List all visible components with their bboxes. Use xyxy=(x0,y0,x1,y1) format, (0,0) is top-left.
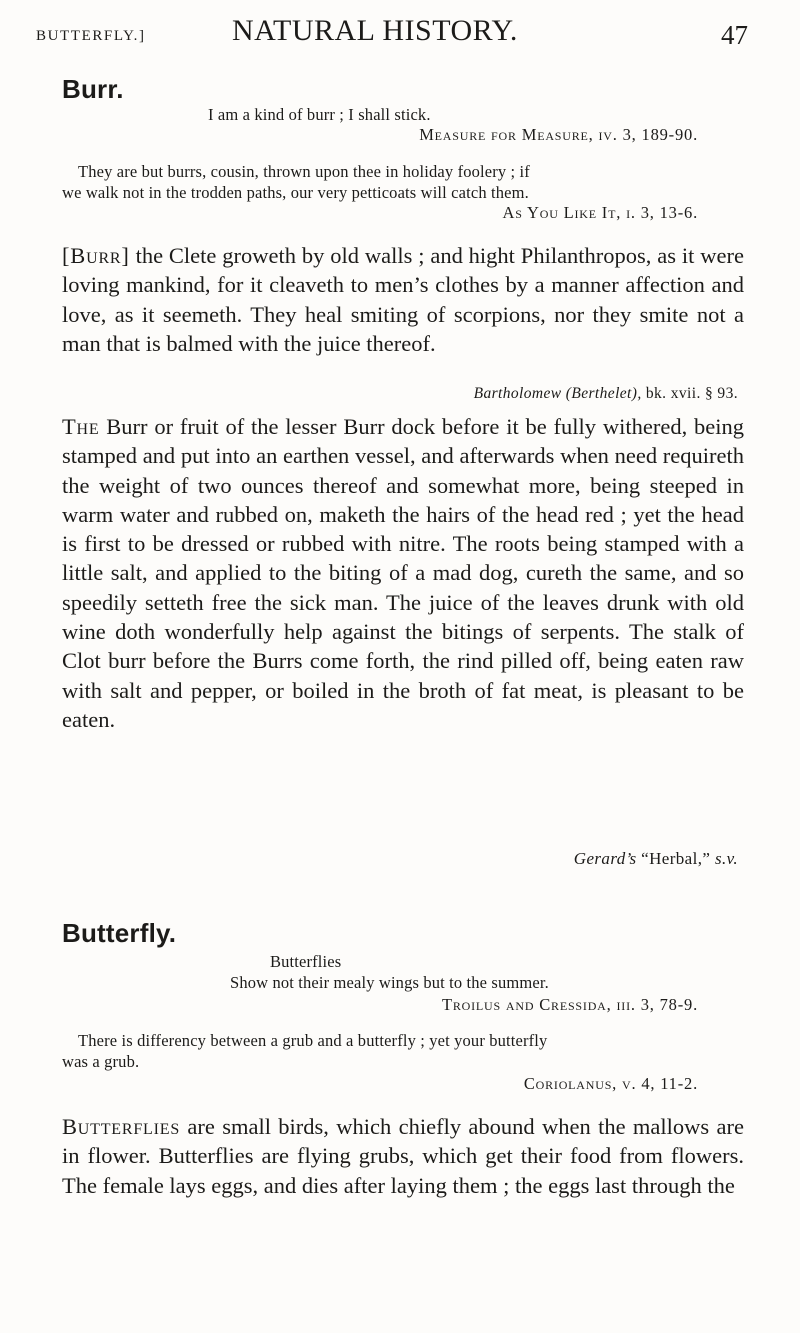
burr-citation-2-sv: s.v. xyxy=(715,849,738,868)
burr-paragraph-1-citation xyxy=(474,385,738,403)
butterfly-quote-2 xyxy=(62,1030,547,1072)
butterfly-paragraph-1 xyxy=(62,1112,744,1200)
burr-citation-1-work: Bartholomew (Berthelet), xyxy=(473,385,642,402)
butterfly-paragraph-1-text: are small birds, which chiefly abound when the mallows are in flower. Butterflies are flying grubs, which get their food from flowers. The female lays eggs, and dies after laying them ; the eggs last through the xyxy=(62,1114,744,1198)
butterfly-quote-1-line-2: Show not their mealy wings but to the summer. xyxy=(230,973,549,992)
burr-quote-2-line-1: They are but burrs, cousin, thrown upon thee in holiday foolery ; if xyxy=(78,162,530,181)
burr-paragraph-1 xyxy=(62,241,744,358)
section-title-butterfly: Butterfly. xyxy=(62,918,177,948)
burr-paragraph-2-lead: The xyxy=(62,414,100,439)
burr-quote-2-line-2: we walk not in the trodden paths, our very petticoats will catch them. xyxy=(62,183,529,202)
butterfly-quote-2-source: Coriolanus, v. 4, 11-2. xyxy=(523,1074,698,1093)
header-section-label: BUTTERFLY.] xyxy=(36,28,146,44)
burr-citation-1-ref: bk. xvii. § 93. xyxy=(641,385,738,402)
burr-quote-1-source: Measure for Measure, iv. 3, 189-90. xyxy=(419,125,698,144)
butterfly-quote-2-line-2: was a grub. xyxy=(62,1052,140,1071)
burr-paragraph-1-text: the Clete groweth by old walls ; and hight Philanthropos, as it were loving mankind, for it cleaveth to men’s clothes by a manner affection and love, as it seemeth. They heal smiting of scorpions, nor they smite not a man that is balmed with the juice thereof. xyxy=(62,243,744,356)
burr-quote-1: I am a kind of burr ; I shall stick. xyxy=(208,105,431,124)
burr-quote-2-source: As You Like It, i. 3, 13-6. xyxy=(502,203,698,222)
section-title-burr: Burr. xyxy=(62,74,124,104)
running-header xyxy=(36,14,748,54)
burr-citation-2-ref: “Herbal,” xyxy=(636,849,715,868)
butterfly-quote-1 xyxy=(230,951,549,993)
butterfly-paragraph-1-lead: Butterflies xyxy=(62,1114,181,1139)
butterfly-quote-1-line-1: Butterflies xyxy=(270,952,342,971)
burr-paragraph-2-citation xyxy=(574,849,738,869)
burr-paragraph-1-lead: [Burr] xyxy=(62,243,130,268)
burr-paragraph-2-text: Burr or fruit of the lesser Burr dock before it be fully withered, being stamped and put into an earthen vessel, and afterwards when need requireth the weight of two ounces thereof and somewhat more, being steeped in warm water and rubbed on, maketh the hairs of the head red ; yet the head is first to be dressed or rubbed with nitre. The roots being stamped with a little salt, and applied to the biting of a mad dog, cureth the same, and so speedily setteth free the sick man. The juice of the leaves drunk with old wine doth wonderfully help against the bitings of serpents. The stalk of Clot burr before the Burrs come forth, the rind pilled off, being eaten raw with salt and pepper, or boiled in the broth of fat meat, is pleasant to be eaten. xyxy=(62,414,744,732)
burr-citation-2-work: Gerard’s xyxy=(573,849,637,868)
butterfly-quote-2-line-1: There is differency between a grub and a butterfly ; yet your butterfly xyxy=(78,1031,548,1050)
burr-quote-2 xyxy=(62,161,530,203)
page-number: 47 xyxy=(721,20,748,50)
header-book-title: NATURAL HISTORY. xyxy=(232,14,518,47)
burr-paragraph-2 xyxy=(62,412,744,734)
butterfly-quote-1-source: Troilus and Cressida, iii. 3, 78-9. xyxy=(441,995,698,1014)
